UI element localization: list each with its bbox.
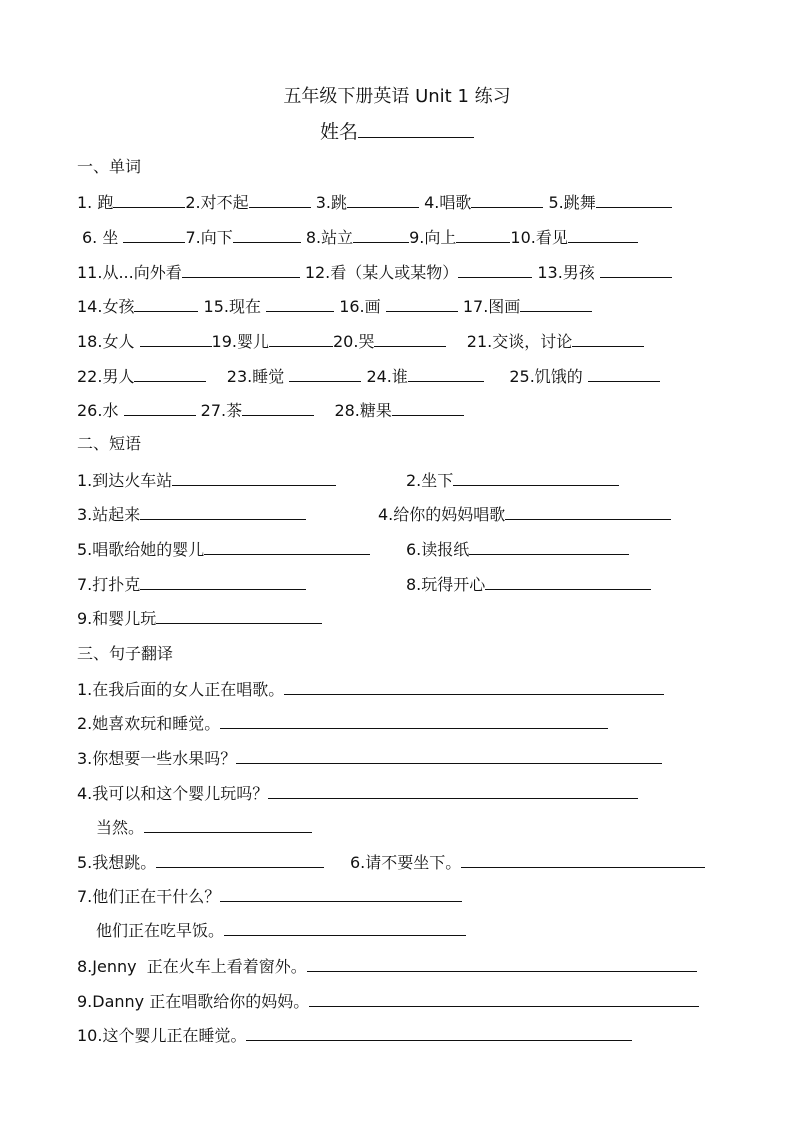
sentence-label: 9.Danny 正在唱歌给你的妈妈。 xyxy=(77,992,310,1011)
word-item: 4.唱歌 xyxy=(424,193,472,212)
word-item: 27.茶 xyxy=(200,401,243,420)
word-item: 8.站立 xyxy=(305,228,354,247)
word-item: 2.对不起 xyxy=(185,193,249,212)
word-item: 13.男孩 xyxy=(537,263,595,282)
sentence-blank[interactable] xyxy=(224,920,466,936)
word-item: 11.从...向外看 xyxy=(77,263,182,282)
sentence-blank[interactable] xyxy=(284,679,664,695)
word-blank[interactable] xyxy=(266,296,334,312)
phrase-item xyxy=(406,539,629,560)
phrase-label: 6.读报纸 xyxy=(406,540,470,559)
word-item: 7.向下 xyxy=(185,228,233,247)
word-item: 12.看（某人或某物） xyxy=(304,263,459,282)
word-blank[interactable] xyxy=(140,331,212,347)
word-item: 22.男人 xyxy=(77,367,135,386)
phrase-label: 2.坐下 xyxy=(406,471,454,490)
sentence-item xyxy=(96,920,466,941)
sentence-blank[interactable] xyxy=(220,713,608,729)
sentence-item xyxy=(77,748,662,769)
word-item: 20.哭 xyxy=(333,332,375,351)
sentence-label: 4.我可以和这个婴儿玩吗？ xyxy=(77,784,269,803)
phrase-label: 3.站起来 xyxy=(77,505,141,524)
sentence-label: 2.她喜欢玩和睡觉。 xyxy=(77,714,221,733)
section-words-heading: 一、单词 xyxy=(77,157,142,176)
page-title: 五年级下册英语 Unit 1 练习 xyxy=(283,86,511,107)
sentence-item xyxy=(77,713,608,734)
word-item: 24.谁 xyxy=(366,367,408,386)
phrase-blank[interactable] xyxy=(505,504,671,520)
sentence-label: 8.Jenny 正在火车上看着窗外。 xyxy=(77,957,307,976)
phrase-blank[interactable] xyxy=(140,504,306,520)
word-blank[interactable] xyxy=(386,296,458,312)
phrase-item xyxy=(77,574,306,595)
sentence-item xyxy=(77,956,697,977)
phrase-label: 5.唱歌给她的婴儿 xyxy=(77,540,205,559)
word-blank[interactable] xyxy=(588,366,660,382)
word-item: 3.跳 xyxy=(315,193,348,212)
words-row-5 xyxy=(77,331,644,352)
phrase-blank[interactable] xyxy=(469,539,629,555)
name-blank[interactable] xyxy=(358,122,474,138)
phrase-item xyxy=(77,608,322,629)
phrase-item xyxy=(378,504,671,525)
word-item: 28.糖果 xyxy=(334,401,392,420)
word-item: 1. 跑 xyxy=(77,193,114,212)
phrase-blank[interactable] xyxy=(140,574,306,590)
section-sentences-heading: 三、句子翻译 xyxy=(77,644,174,663)
words-row-7 xyxy=(77,400,464,421)
word-blank[interactable] xyxy=(269,331,333,347)
phrase-blank[interactable] xyxy=(156,608,322,624)
sentence-item xyxy=(96,817,312,838)
phrase-label: 4.给你的妈妈唱歌 xyxy=(378,505,506,524)
sentence-item xyxy=(77,679,664,700)
phrase-blank[interactable] xyxy=(453,470,619,486)
phrase-label: 8.玩得开心 xyxy=(406,575,486,594)
word-blank[interactable] xyxy=(242,400,314,416)
word-blank[interactable] xyxy=(596,192,672,208)
word-blank[interactable] xyxy=(408,366,484,382)
phrase-item xyxy=(406,470,619,491)
sentence-label: 7.他们正在干什么？ xyxy=(77,887,221,906)
word-blank[interactable] xyxy=(124,400,196,416)
word-blank[interactable] xyxy=(347,192,419,208)
word-item: 5.跳舞 xyxy=(548,193,596,212)
word-blank[interactable] xyxy=(568,227,638,243)
sentence-item xyxy=(77,991,699,1012)
sentence-blank[interactable] xyxy=(220,886,462,902)
word-item: 26.水 xyxy=(77,401,119,420)
word-item: 18.女人 xyxy=(77,332,135,351)
sentence-blank[interactable] xyxy=(156,852,324,868)
sentence-label: 10.这个婴儿正在睡觉。 xyxy=(77,1026,247,1045)
phrase-blank[interactable] xyxy=(204,539,370,555)
word-blank[interactable] xyxy=(520,296,592,312)
phrase-label: 1.到达火车站 xyxy=(77,471,173,490)
phrase-item xyxy=(406,574,651,595)
sentence-blank[interactable] xyxy=(461,852,705,868)
sentence-item xyxy=(350,852,705,873)
phrase-label: 7.打扑克 xyxy=(77,575,141,594)
sentence-item xyxy=(77,852,324,873)
word-blank[interactable] xyxy=(392,400,464,416)
word-blank[interactable] xyxy=(572,331,644,347)
name-field xyxy=(0,120,794,144)
word-blank[interactable] xyxy=(182,262,300,278)
words-row-1 xyxy=(77,192,672,213)
phrase-item xyxy=(77,539,370,560)
sentence-item xyxy=(77,783,638,804)
word-item: 10.看见 xyxy=(510,228,568,247)
sentence-item xyxy=(77,886,462,907)
sentence-item xyxy=(77,1025,632,1046)
word-blank[interactable] xyxy=(233,227,301,243)
sentence-label: 5.我想跳。 xyxy=(77,853,157,872)
word-blank[interactable] xyxy=(456,227,510,243)
word-blank[interactable] xyxy=(134,296,198,312)
word-item: 15.现在 xyxy=(203,297,261,316)
sentence-blank[interactable] xyxy=(236,748,662,764)
word-blank[interactable] xyxy=(353,227,409,243)
sentence-label: 3.你想要一些水果吗？ xyxy=(77,749,237,768)
sentence-blank[interactable] xyxy=(307,956,697,972)
word-item: 19.婴儿 xyxy=(211,332,269,351)
sentence-blank[interactable] xyxy=(246,1025,632,1041)
word-item: 21.交谈，讨论 xyxy=(466,332,573,351)
sentence-label: 他们正在吃早饭。 xyxy=(96,921,225,940)
phrase-item xyxy=(77,504,306,525)
word-blank[interactable] xyxy=(113,192,185,208)
word-item: 9.向上 xyxy=(409,228,457,247)
words-row-4 xyxy=(77,296,592,317)
word-blank[interactable] xyxy=(471,192,543,208)
sentence-label: 当然。 xyxy=(96,818,145,837)
word-item: 23.睡觉 xyxy=(226,367,285,386)
word-blank[interactable] xyxy=(289,366,361,382)
word-item: 16.画 xyxy=(339,297,381,316)
name-label: 姓名 xyxy=(319,121,358,143)
word-item: 25.饥饿的 xyxy=(509,367,583,386)
words-row-3 xyxy=(77,262,672,283)
word-blank[interactable] xyxy=(123,227,185,243)
phrase-item xyxy=(77,470,336,491)
word-blank[interactable] xyxy=(374,331,446,347)
word-item: 17.图画 xyxy=(462,297,521,316)
phrase-blank[interactable] xyxy=(485,574,651,590)
words-row-2 xyxy=(82,227,638,248)
words-row-6 xyxy=(77,366,660,387)
sentence-blank[interactable] xyxy=(309,991,699,1007)
word-blank[interactable] xyxy=(249,192,311,208)
word-blank[interactable] xyxy=(600,262,672,278)
section-phrases-heading: 二、短语 xyxy=(77,434,142,453)
word-item: 6. 坐 xyxy=(82,228,119,247)
sentence-blank[interactable] xyxy=(268,783,638,799)
sentence-label: 6.请不要坐下。 xyxy=(350,853,462,872)
phrase-label: 9.和婴儿玩 xyxy=(77,609,157,628)
word-item: 14.女孩 xyxy=(77,297,135,316)
sentence-label: 1.在我后面的女人正在唱歌。 xyxy=(77,680,285,699)
sentence-blank[interactable] xyxy=(144,817,312,833)
phrase-blank[interactable] xyxy=(172,470,336,486)
word-blank[interactable] xyxy=(134,366,206,382)
word-blank[interactable] xyxy=(458,262,532,278)
